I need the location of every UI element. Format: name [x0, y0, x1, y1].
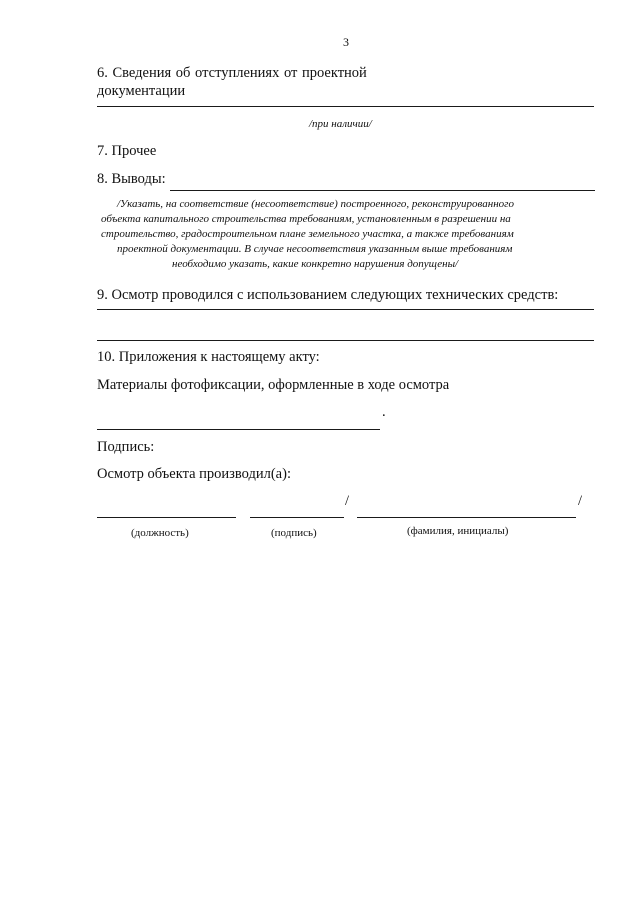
section-6-fill-line	[97, 106, 594, 107]
section-6-title-line2: документации	[97, 83, 186, 99]
page-number: 3	[343, 35, 349, 49]
section-8-title: 8. Выводы:	[97, 171, 166, 187]
caption-position: (должность)	[131, 527, 189, 539]
section-8-fill-line	[170, 190, 595, 191]
section-8-hint-line-5: необходимо указать, какие конкретно нарушения допущены/	[172, 258, 459, 270]
signature-slash-1: /	[345, 493, 350, 509]
section-9-title: 9. Осмотр проводился с использованием следующих технических средств:	[97, 287, 559, 303]
attachments-fill-line	[97, 429, 380, 430]
name-line	[357, 517, 576, 518]
section-10-title: 10. Приложения к настоящему акту:	[97, 349, 320, 365]
attachments-period: .	[382, 404, 386, 420]
section-6-hint: /при наличии/	[309, 118, 372, 130]
signature-slash-2: /	[578, 493, 583, 509]
section-8-hint-line-1: /Указать, на соответствие (несоответствие) построенного, реконструированного	[117, 198, 514, 210]
section-8-hint-line-2: объекта капитального строительства требованиям, установленным в разрешении на	[101, 213, 511, 225]
section-9-fill-line-1	[97, 309, 594, 310]
caption-name: (фамилия, инициалы)	[407, 525, 509, 537]
section-9-fill-line-2	[97, 340, 594, 341]
position-line	[97, 517, 236, 518]
section-6-title-line1: 6. Сведения об отступлениях от проектной	[97, 65, 367, 81]
caption-signature: (подпись)	[271, 527, 317, 539]
signature-line	[250, 517, 344, 518]
inspection-performed-by: Осмотр объекта производил(а):	[97, 466, 291, 482]
section-8-hint-line-3: строительство, градостроительном плане земельного участка, а также требованиям	[101, 228, 514, 240]
signature-heading: Подпись:	[97, 439, 155, 455]
section-8-hint-line-4: проектной документации. В случае несоответствия указанным выше требованиям	[117, 243, 513, 255]
attachments-photo-materials: Материалы фотофиксации, оформленные в ходе осмотра	[97, 377, 450, 393]
section-7-title: 7. Прочее	[97, 143, 157, 159]
